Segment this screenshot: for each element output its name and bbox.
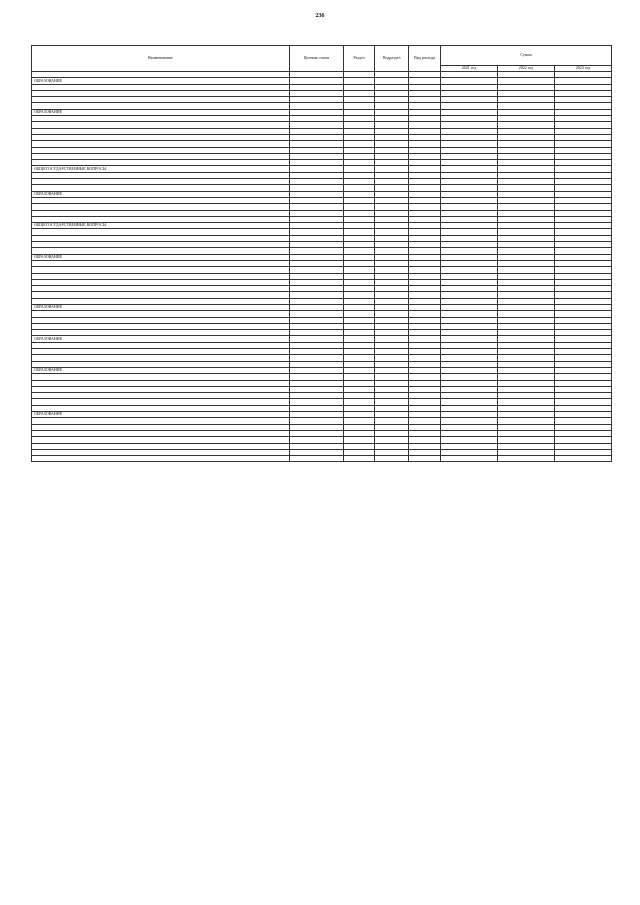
row-name-cell: ОБРАЗОВАНИЕ — [32, 412, 290, 418]
row-code-cell — [289, 456, 344, 462]
header-code: Целевая статья — [289, 46, 344, 72]
header-year-2023: 2023 год — [554, 66, 611, 72]
header-name: Наименование — [32, 46, 290, 72]
row-subsection-cell — [374, 456, 408, 462]
row-name-cell: ОБЩЕГОСУДАРСТВЕННЫЕ ВОПРОСЫ — [32, 166, 290, 172]
row-2021-cell — [441, 456, 498, 462]
header-year-2022: 2022 год — [497, 66, 554, 72]
header-section: Раздел — [344, 46, 375, 72]
row-name-cell: ОБРАЗОВАНИЕ — [32, 191, 290, 197]
table-body — [32, 72, 612, 462]
row-name-cell: ОБРАЗОВАНИЕ — [32, 304, 290, 310]
row-name-cell: ОБРАЗОВАНИЕ — [32, 254, 290, 260]
page-number: 236 — [315, 13, 325, 19]
row-name-cell: ОБРАЗОВАНИЕ — [32, 367, 290, 373]
row-2022-cell — [497, 456, 554, 462]
row-name-cell: ОБЩЕГОСУДАРСТВЕННЫЕ ВОПРОСЫ — [32, 223, 290, 229]
table-row — [32, 456, 612, 462]
budget-table — [31, 45, 612, 462]
row-name-cell: ОБРАЗОВАНИЕ — [32, 336, 290, 342]
row-2023-cell — [554, 456, 611, 462]
header-amount: Сумма — [441, 46, 612, 66]
row-name-cell: ОБРАЗОВАНИЕ — [32, 109, 290, 115]
row-expense-type-cell — [409, 456, 441, 462]
row-name-cell — [32, 456, 290, 462]
header-expense-type: Вид расхода — [409, 46, 441, 72]
header-subsection: Подраздел — [374, 46, 408, 72]
row-section-cell — [344, 456, 375, 462]
row-name-cell: ОБРАЗОВАНИЕ — [32, 78, 290, 84]
header-year-2021: 2021 год — [441, 66, 498, 72]
